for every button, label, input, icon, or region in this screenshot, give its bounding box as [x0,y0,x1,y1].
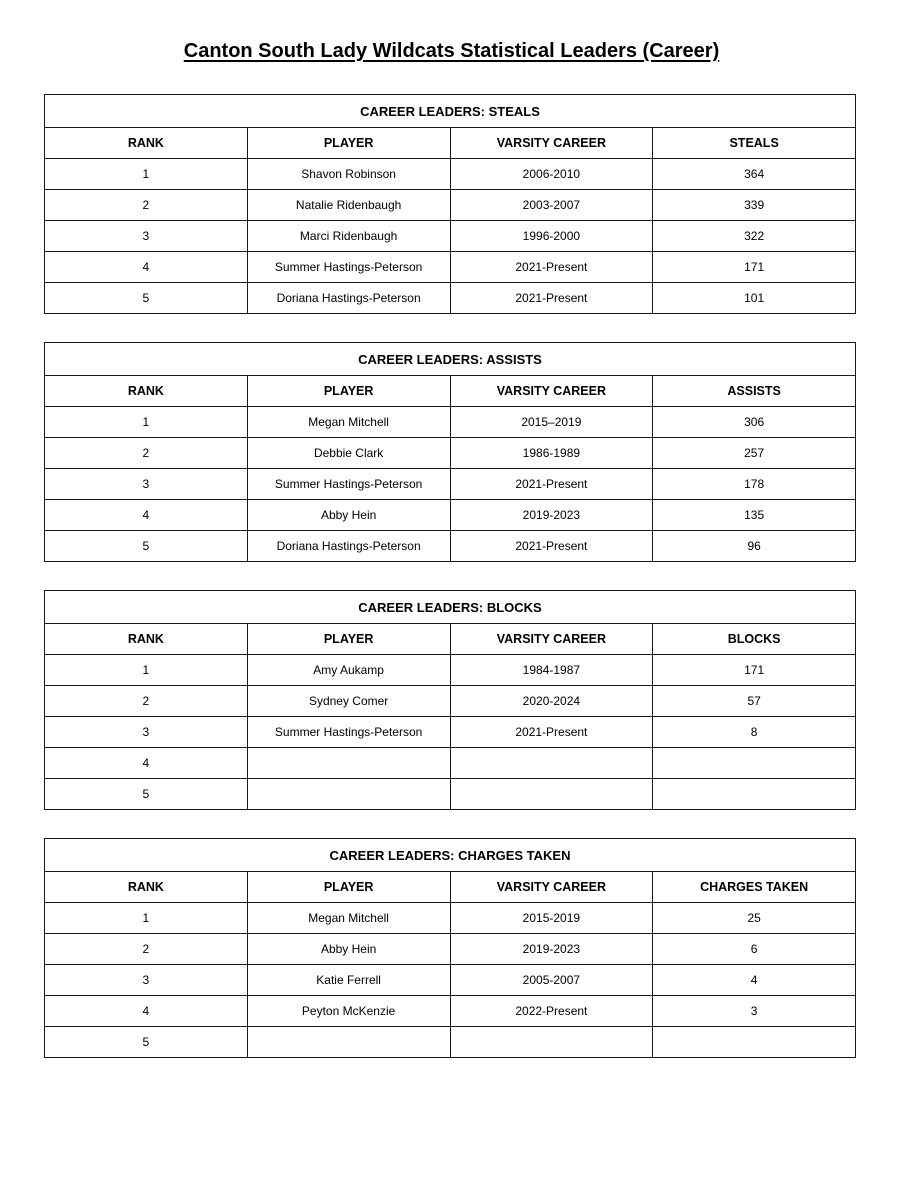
rank-cell: 4 [45,500,248,531]
rank-cell: 3 [45,717,248,748]
rank-cell: 5 [45,283,248,314]
player-cell: Doriana Hastings-Peterson [247,531,450,562]
career-cell: 2021-Present [450,717,653,748]
player-cell: Katie Ferrell [247,965,450,996]
column-header-stat: CHARGES TAKEN [653,872,856,903]
player-cell: Sydney Comer [247,686,450,717]
table-caption: CAREER LEADERS: STEALS [45,95,856,128]
table-row [45,934,856,965]
blocks-table [44,590,856,810]
charges-taken-table [44,838,856,1058]
rank-cell: 2 [45,438,248,469]
stat-cell: 306 [653,407,856,438]
player-cell: Shavon Robinson [247,159,450,190]
stat-cell: 135 [653,500,856,531]
player-cell [247,1027,450,1058]
table-row [45,500,856,531]
career-cell [450,1027,653,1058]
rank-cell: 3 [45,221,248,252]
table-row [45,407,856,438]
player-cell [247,748,450,779]
career-cell: 2006-2010 [450,159,653,190]
column-header-player: PLAYER [247,376,450,407]
header-row [45,624,856,655]
rank-cell: 1 [45,159,248,190]
rank-cell: 3 [45,965,248,996]
player-cell: Peyton McKenzie [247,996,450,1027]
stat-cell [653,748,856,779]
stat-cell: 4 [653,965,856,996]
career-cell: 1986-1989 [450,438,653,469]
column-header-rank: RANK [45,872,248,903]
player-cell: Debbie Clark [247,438,450,469]
stat-cell: 178 [653,469,856,500]
stat-cell [653,779,856,810]
table-row [45,252,856,283]
table-row [45,469,856,500]
career-cell [450,748,653,779]
table-caption: CAREER LEADERS: BLOCKS [45,591,856,624]
player-cell: Abby Hein [247,934,450,965]
rank-cell: 5 [45,779,248,810]
table-row [45,190,856,221]
player-cell: Marci Ridenbaugh [247,221,450,252]
table-row [45,159,856,190]
stat-cell: 25 [653,903,856,934]
career-cell: 2015-2019 [450,903,653,934]
column-header-rank: RANK [45,624,248,655]
stat-cell: 257 [653,438,856,469]
rank-cell: 4 [45,748,248,779]
column-header-career: VARSITY CAREER [450,128,653,159]
player-cell: Amy Aukamp [247,655,450,686]
stat-cell: 339 [653,190,856,221]
table-caption: CAREER LEADERS: CHARGES TAKEN [45,839,856,872]
table-row [45,1027,856,1058]
table-row [45,779,856,810]
table-row [45,438,856,469]
table-row [45,748,856,779]
player-cell: Megan Mitchell [247,407,450,438]
rank-cell: 3 [45,469,248,500]
career-cell: 2022-Present [450,996,653,1027]
rank-cell: 1 [45,903,248,934]
player-cell [247,779,450,810]
stat-cell: 6 [653,934,856,965]
table-row [45,965,856,996]
page-title: Canton South Lady Wildcats Statistical Leaders (Career) [183,40,720,62]
table-row [45,686,856,717]
steals-table [44,94,856,314]
column-header-stat: BLOCKS [653,624,856,655]
column-header-rank: RANK [45,376,248,407]
rank-cell: 4 [45,252,248,283]
player-cell: Summer Hastings-Peterson [247,252,450,283]
column-header-rank: RANK [45,128,248,159]
career-cell: 2003-2007 [450,190,653,221]
assists-table [44,342,856,562]
stat-cell: 322 [653,221,856,252]
player-cell: Summer Hastings-Peterson [247,469,450,500]
rank-cell: 1 [45,655,248,686]
table-row [45,717,856,748]
column-header-career: VARSITY CAREER [450,624,653,655]
rank-cell: 2 [45,190,248,221]
career-cell: 2021-Present [450,252,653,283]
table-row [45,531,856,562]
table-row [45,283,856,314]
stat-cell: 171 [653,252,856,283]
rank-cell: 5 [45,531,248,562]
stat-cell: 171 [653,655,856,686]
header-row [45,376,856,407]
career-cell: 1996-2000 [450,221,653,252]
rank-cell: 1 [45,407,248,438]
stat-cell: 57 [653,686,856,717]
stat-cell: 96 [653,531,856,562]
career-cell: 2021-Present [450,283,653,314]
column-header-stat: ASSISTS [653,376,856,407]
career-cell: 2020-2024 [450,686,653,717]
player-cell: Abby Hein [247,500,450,531]
player-cell: Natalie Ridenbaugh [247,190,450,221]
rank-cell: 4 [45,996,248,1027]
career-cell: 2021-Present [450,469,653,500]
rank-cell: 2 [45,686,248,717]
rank-cell: 2 [45,934,248,965]
player-cell: Megan Mitchell [247,903,450,934]
career-cell [450,779,653,810]
player-cell: Summer Hastings-Peterson [247,717,450,748]
column-header-player: PLAYER [247,872,450,903]
table-row [45,996,856,1027]
rank-cell: 5 [45,1027,248,1058]
table-caption: CAREER LEADERS: ASSISTS [45,343,856,376]
career-cell: 2021-Present [450,531,653,562]
career-cell: 2019-2023 [450,934,653,965]
stat-cell [653,1027,856,1058]
table-row [45,655,856,686]
career-cell: 2005-2007 [450,965,653,996]
column-header-player: PLAYER [247,624,450,655]
career-cell: 1984-1987 [450,655,653,686]
stat-cell: 101 [653,283,856,314]
header-row [45,872,856,903]
column-header-player: PLAYER [247,128,450,159]
table-row [45,903,856,934]
column-header-career: VARSITY CAREER [450,376,653,407]
column-header-career: VARSITY CAREER [450,872,653,903]
table-row [45,221,856,252]
career-cell: 2019-2023 [450,500,653,531]
stat-cell: 3 [653,996,856,1027]
header-row [45,128,856,159]
player-cell: Doriana Hastings-Peterson [247,283,450,314]
stat-cell: 8 [653,717,856,748]
stat-cell: 364 [653,159,856,190]
column-header-stat: STEALS [653,128,856,159]
career-cell: 2015–2019 [450,407,653,438]
